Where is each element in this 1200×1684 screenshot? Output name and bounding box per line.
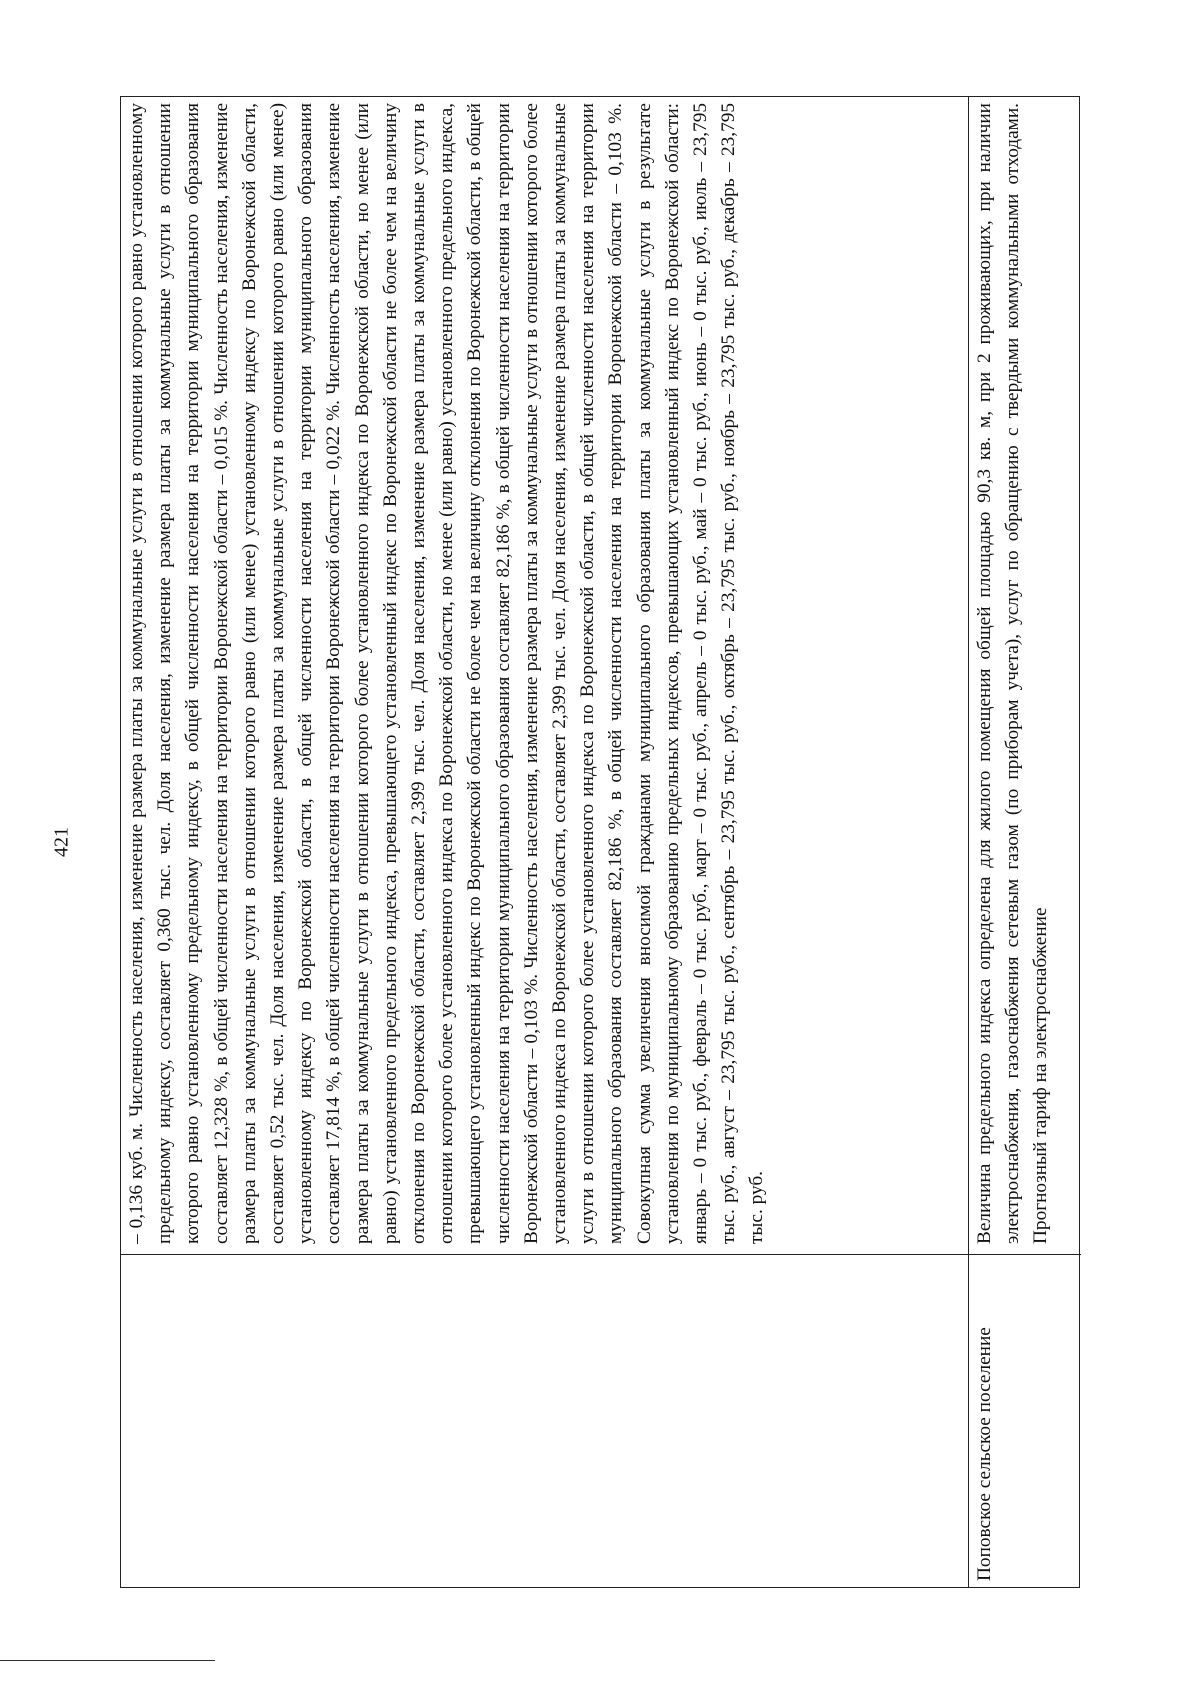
- document-table: [120, 96, 1080, 1588]
- table-row: [121, 97, 969, 1587]
- description-cell: Величина предельного индекса определена для жилого помещения общей площадью 90,3 кв. м, при 2 проживающих, при наличии электроснабжения, газоснабжения сетевым газом (по приборам учета), услуг по обращению с твердыми коммунальными отходами. Прогнозный тариф на электроснабжение: [974, 103, 1052, 1244]
- page-number: 421: [50, 827, 73, 857]
- footer-rule: [0, 1660, 215, 1661]
- settlement-cell: Поповское сельское поселение: [969, 1254, 1081, 1587]
- table-row: [969, 97, 1081, 1587]
- settlement-cell: [121, 1254, 968, 1587]
- description-cell: – 0,136 куб. м. Численность населения, изменение размера платы за коммунальные услуги в отношении которого равно установленному предельному индексу, составляет 0,360 тыс. чел. Доля населения, изменение размера платы за коммунальные услуги в отношении которого равно установленному предельному индексу, в общей численности населения на территории муниципального образования составляет 12,328 %, в общей численности населения на территории Воронежской области – 0,015 %. Численность населения, изменение размера платы за коммунальные услуги в отношении которого равно (или менее) установленному индексу по Воронежской области, составляет 0,52 тыс. чел. Доля населения, изменение размера платы за коммунальные услуги в отношении которого равно (или менее) установленному индексу по Воронежской области, в общей численности населения на территории муниципального образования составляет 17,814 %, в общей численности населения на территории Воронежской области – 0,022 %. Численность населения, изменение размера платы за коммунальные услуги в отношении которого более установленного индекса по Воронежской области, но менее (или равно) установленного предельного индекса, превышающего установленный индекс по Воронежской области не более чем на величину отклонения по Воронежской области, составляет 2,399 тыс. чел. Доля населения, изменение размера платы за коммунальные услуги в отношении которого более установленного индекса по Воронежской области, но менее (или равно) установленного предельного индекса, превышающего установленный индекс по Воронежской области не более чем на величину отклонения по Воронежской области, в общей численности населения на территории муниципального образования составляет 82,186 %, в общей численности населения на территории Воронежской области – 0,103 %. Численность населения, изменение размера платы за коммунальные услуги в отношении которого более установленного индекса по Воронежской области, составляет 2,399 тыс. чел. Доля населения, изменение размера платы за коммунальные услуги в отношении которого более установленного индекса по Воронежской области, в общей численности населения на территории муниципального образования составляет 82,186 %, в общей численности населения на территории Воронежской области – 0,103 %. Совокупная сумма увеличения вносимой гражданами муниципального образования платы за коммунальные услуги в результате установления по муниципальному образованию предельных индексов, превышающих установленный индекс по Воронежской области: январь – 0 тыс. руб., февраль – 0 тыс. руб., март – 0 тыс. руб., апрель – 0 тыс. руб., май – 0 тыс. руб., июнь – 0 тыс. руб., июль – 23,795 тыс. руб., август – 23,795 тыс. руб., сентябрь – 23,795 тыс. руб., октябрь – 23,795 тыс. руб., ноябрь – 23,795 тыс. руб., декабрь – 23,795 тыс. руб.: [126, 103, 768, 1244]
